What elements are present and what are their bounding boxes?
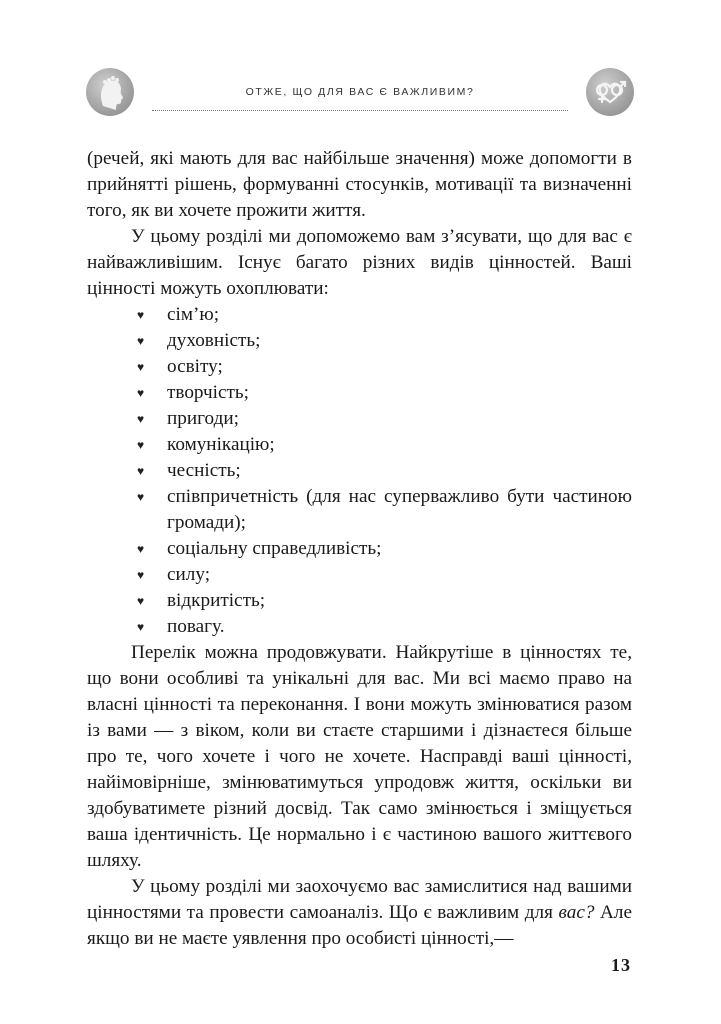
values-list: [87, 302, 632, 640]
body-text: [87, 146, 632, 952]
list-item: ♥ сім’ю;: [167, 302, 632, 328]
paragraph-1: (речей, які мають для вас найбільше значення) може допомогти в прийнятті рішень, формуванні стосунків, мотивації та визначенні того, як ви хочете прожити життя.: [87, 148, 632, 221]
heart-bullet-icon: ♥: [137, 438, 145, 452]
list-item: ♥ повагу.: [167, 614, 632, 640]
heart-bullet-icon: ♥: [137, 308, 145, 322]
list-item: ♥ освіту;: [167, 354, 632, 380]
page-number: 13: [611, 955, 631, 975]
list-item: ♥ відкритість;: [167, 588, 632, 614]
heart-bullet-icon: ♥: [137, 542, 145, 556]
list-item: ♥ пригоди;: [167, 406, 632, 432]
header-dotted-rule: [152, 110, 568, 111]
heart-bullet-icon: ♥: [137, 490, 145, 504]
heart-bullet-icon: ♥: [137, 334, 145, 348]
heart-bullet-icon: ♥: [137, 568, 145, 582]
heart-bullet-icon: ♥: [137, 594, 145, 608]
list-item: ♥ творчість;: [167, 380, 632, 406]
heart-bullet-icon: ♥: [137, 412, 145, 426]
heart-bullet-icon: ♥: [137, 386, 145, 400]
paragraph-2: У цьому розділі ми допоможемо вам з’ясувати, що для вас є найважливішим. Існує багато різних видів цінностей. Ваші цінності можуть охоплювати:: [87, 226, 632, 299]
girl-profile-icon: [86, 68, 134, 116]
gender-symbols-heart-icon: [586, 68, 634, 116]
list-item: ♥ соціальну справедливість;: [167, 536, 632, 562]
page-header: [86, 68, 634, 118]
list-item: ♥ чесність;: [167, 458, 632, 484]
list-item: ♥ силу;: [167, 562, 632, 588]
heart-bullet-icon: ♥: [137, 620, 145, 634]
heart-bullet-icon: ♥: [137, 464, 145, 478]
emphasis: вас?: [558, 902, 595, 923]
list-item: ♥ комунікацію;: [167, 432, 632, 458]
heart-bullet-icon: ♥: [137, 360, 145, 374]
paragraph-3: Перелік можна продовжувати. Найкрутіше в цінностях те, що вони особливі та унікальні для вас. Ми всі маємо право на власні цінності та переконання. І вони можуть змінюватися разом із вами — з віком, коли ви стаєте старшими і дізнаєтеся більше про те, чого хочете і чого не хочете. Насправді ваші цінності, найімовірніше, змінюватимуться упродовж життя, оскільки ви здобуватимете різний досвід. Так само змінюється і зміщується ваша ідентичність. Це нормально і є частиною вашого життєвого шляху.: [87, 642, 632, 871]
list-item: ♥ співпричетність (для нас суперважливо бути частиною громади);: [137, 486, 632, 533]
running-head: ОТЖЕ, ЩО ДЛЯ ВАС Є ВАЖЛИВИМ?: [245, 86, 475, 98]
paragraph-4: У цьому розділі ми заохочуємо вас замислитися над вашими цінностями та провести самоаналіз. Що є важливим для вас? Але якщо ви не маєте уявлення про особисті цінності,—: [87, 876, 632, 949]
list-item: ♥ духовність;: [167, 328, 632, 354]
